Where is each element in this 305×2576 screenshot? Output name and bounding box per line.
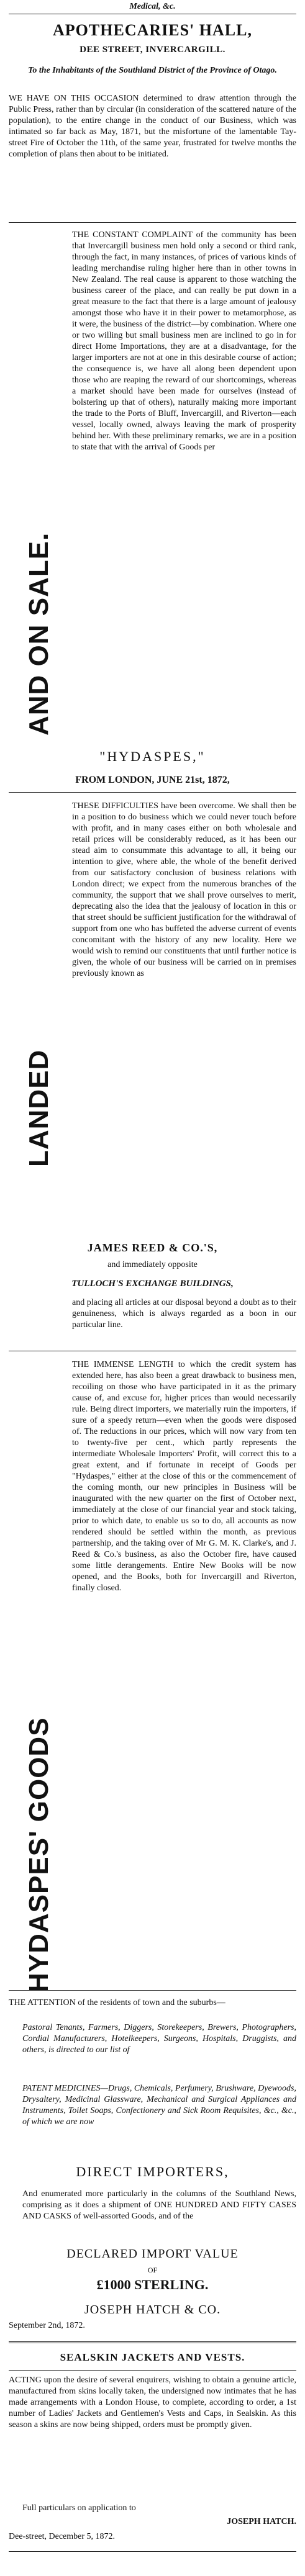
- ad2-title: SEALSKIN JACKETS AND VESTS.: [60, 2351, 245, 2363]
- divider: [9, 1990, 296, 1991]
- ad-intro: To the Inhabitants of the Southland District of the Province of Otago.: [28, 66, 277, 75]
- divider: [9, 222, 296, 223]
- paragraph-6: THE ATTENTION of the residents of town and the suburbs—: [9, 1998, 225, 2007]
- bottom-rule: [9, 2551, 296, 2552]
- ad2-further: Full particulars on application to: [22, 2503, 136, 2513]
- ad2-date: Dee-street, December 5, 1872.: [9, 2532, 116, 2541]
- ad2-body: ACTING upon the desire of several enquirers, wishing to obtain a genuine article, manufactured from skins locally taken, the undersigned now intimates that he has made arrangements with a London House, to complete, according to order, a 1st number of Ladies' Jackets and Gentlemen's Vests and Caps, in Sealskin. As this season a skins are now being shipped, orders must be promptly given.: [9, 2376, 296, 2430]
- vertical-text: LANDED: [24, 1049, 54, 1167]
- declared-of: OF: [147, 2266, 158, 2274]
- signoff-date: September 2nd, 1872.: [9, 2321, 85, 2330]
- paragraph-7: And enumerated more particularly in the columns of the Southland News, comprising as it does a shipment of ONE HUNDRED AND FIFTY CASES AND CASKS of well-assorted Goods, and of the: [22, 2189, 296, 2221]
- direct-importers: DIRECT IMPORTERS,: [76, 2164, 229, 2179]
- from-line: FROM LONDON, JUNE 21st, 1872,: [75, 775, 230, 785]
- paragraph-1: WE HAVE ON THIS OCCASION determined to draw attention through the Public Press, rather than by circular (in consideration of the scattered nature of the population), to the entire change in the conduct of our Business, which was intimated so far back as May, 1871, but the misfortune of the lamentable Tay-street Fire of October the 11th, of the same year, frustrated for twelve months the completion of plans then about to be initiated.: [9, 94, 296, 159]
- section-header: Medical, &c.: [129, 2, 176, 11]
- divider: [9, 792, 296, 793]
- trades-list: Pastoral Tenants, Farmers, Diggers, Storekeepers, Brewers, Photographers, Cordial Manufacturers, Hotelkeepers, Surgeons, Hospitals, Druggists, and others, is directed to our list of: [22, 2023, 296, 2055]
- ad-title: APOTHECARIES' HALL,: [53, 21, 252, 39]
- signoff-name: JOSEPH HATCH & CO.: [84, 2303, 221, 2317]
- divider: [9, 2370, 296, 2371]
- vertical-text: HYDASPES' GOODS: [24, 1717, 54, 1993]
- section-divider: [9, 2341, 296, 2343]
- tulloch-line: TULLOCH'S EXCHANGE BUILDINGS,: [71, 1279, 234, 1289]
- ship-name: "HYDASPES,": [99, 749, 206, 764]
- paragraph-2: THE CONSTANT COMPLAINT of the community has been that Invercargill business men hold only a second or third rank, through the fact, in many instances, of prices of various kinds of leading merchandise ruling higher here than in other towns in New Zealand. The real cause is apparent to those watching the business career of the place, and can really be put down in a great measure to the fact that there is a large amount of jealousy amongst those who have it in their power to metamorphose, as it were, the business of the district—by combination. Where one or two willing but small business men are inclined to go in for direct Home Importations, they are at a disadvantage, for the larger importers are not at one in this desirable course of action; the consequence is, we have all along been dependent upon those who are reaping the reward of our shortcomings, whereas a market should have been made for ourselves (instead of bolstering up that of others), naturally making more important the trade to the Ports of Bluff, Invercargill, and Riverton—each vessel, locally owned, always leaving the mark of prosperity behind her. With these preliminary remarks, we are in a position to state that with the arrival of Goods per: [72, 230, 296, 452]
- paragraph-4: and placing all articles at our disposal beyond a doubt as to their genuineness, which is always regarded as a boon in our particular line.: [72, 1298, 296, 1330]
- ad-address: DEE STREET, INVERCARGILL.: [80, 45, 225, 55]
- declared-value: DECLARED IMPORT VALUE: [66, 2247, 239, 2261]
- vertical-text: AND ON SALE.: [24, 532, 54, 736]
- ad2-name: JOSEPH HATCH.: [227, 2517, 296, 2526]
- paragraph-3: THESE DIFFICULTIES have been overcome. We shall then be in a position to do business which we could never touch before with profit, and in many cases either on both wholesale and retail prices will be considerably reduced, as it has been our stead aim to consummate this advantage to all, it being our intention to give, where able, the whole of the benefit derived from our satisfactory conclusion of business relations with London direct; we expect from the numerous branches of the community, the support that we shall prove ourselves to merit, deprecating also the idea that the jealousy of location in this or that street should be sufficient justification for the withdrawal of support from one who has buffeted the adverse current of events concomitant with the history of any new locality. Here we would wish to remind our constituents that until further notice is given, the whole of our business will be carried on in premises previously known as: [72, 801, 296, 978]
- paragraph-5: THE IMMENSE LENGTH to which the credit system has extended here, has also been a great drawback to business men, recoiling on those who have participated in it as the primary cause of, and excuse for, higher prices than would necessarily rule. Being direct importers, we materially ruin the importers, if sure of a speedy return—even when the goods were disposed of. The reductions in our prices, which will now vary from ten to twenty-five per cent., which partly represents the intermediate Wholesale Importers' Profit, will correct this to a great extent, and if fortunate in receipt of Goods per "Hydaspes," either at the close of this or the commencement of the coming month, our new principles in Business will be inaugurated with the new quarter on the first of October next, immediately at the close of our financial year and stock taking, prior to which date, to enable us so to do, all accounts as now rendered should be settled within the month, as previous partnership, and the taking over of Mr G. M. K. Clarke's, and J. Reed & Co.'s business, as also the October fire, have caused some little derangements. Entire New Books will be now opened, and the Books, both for Invercargill and Riverton, finally closed.: [72, 1360, 296, 1593]
- opposite-line: and immediately opposite: [107, 1260, 198, 1269]
- sterling-amount: £1000 STERLING.: [96, 2277, 209, 2292]
- firm-name: JAMES REED & CO.'S,: [87, 1241, 218, 1254]
- patent-medicines: PATENT MEDICINES—Drugs, Chemicals, Perfumery, Brushware, Dyewoods, Drysaltery, Medicinal Glassware, Mechanical and Surgical Appliances and Instruments, Toilet Soaps, Confectionery and Sick Room Requisites, &c., &c., of which we are now: [22, 2084, 296, 2127]
